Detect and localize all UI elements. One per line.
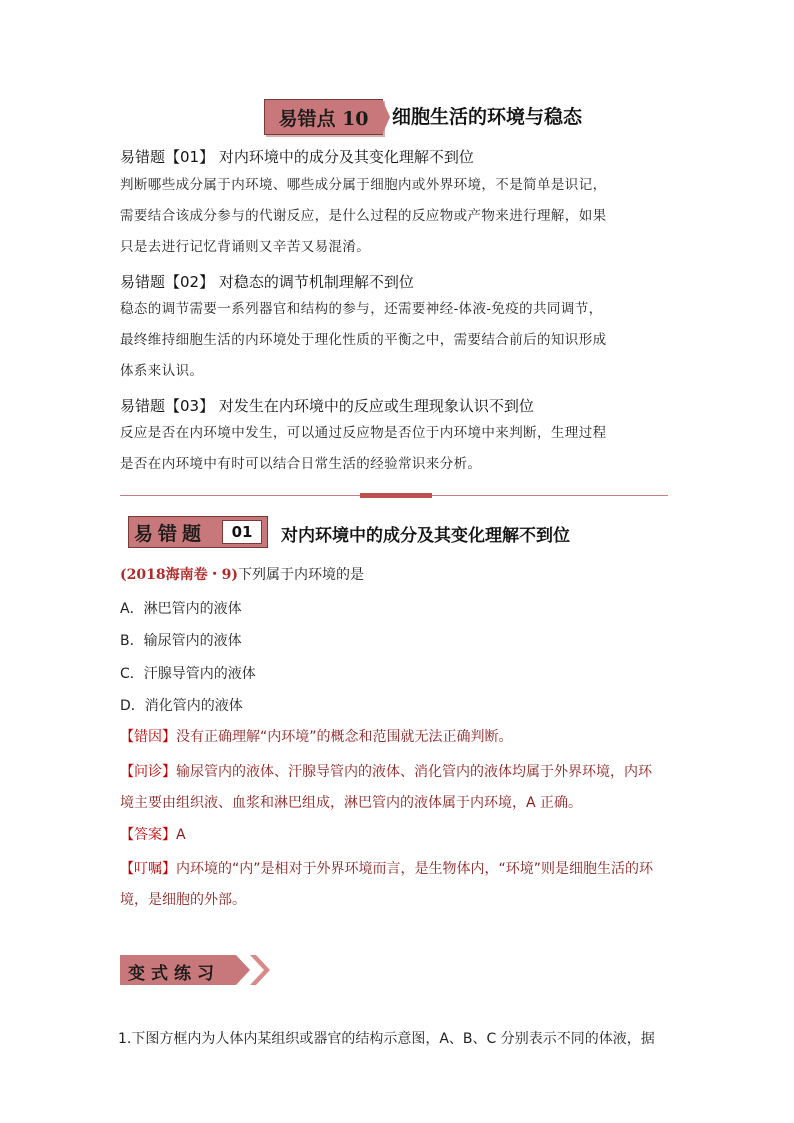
option-d: D．消化管内的液体	[120, 698, 243, 714]
error-cause	[120, 722, 680, 753]
diagnosis-line-2: 境主要由组织液、血浆和淋巴组成，淋巴管内的液体属于内环境，A 正确。	[120, 795, 583, 811]
error-item-body-1	[120, 170, 680, 263]
section-title: 对内环境中的成分及其变化理解不到位	[281, 526, 570, 546]
practice-question: 1.下图方框内为人体内某组织或器官的结构示意图，A、B、C 分别表示不同的体液，据	[118, 1031, 655, 1047]
question-source: (2018海南卷・9)	[120, 567, 238, 583]
body-line: 只是去进行记忆背诵则又辛苦又易混淆。	[120, 239, 371, 255]
page-title: 细胞生活的环境与稳态	[392, 106, 583, 128]
body-line: 需要结合该成分参与的代谢反应，是什么过程的反应物或产物来进行理解，如果	[120, 208, 607, 224]
error-cause-text: 没有正确理解“内环境”的概念和范围就无法正确判断。	[176, 729, 513, 745]
reminder-tag: 【叮嘱】	[120, 861, 176, 877]
title-badge	[264, 99, 383, 135]
diagnosis-tag: 【问诊】	[120, 764, 176, 780]
reminder-line-1: 内环境的“内”是相对于外界环境而言，是生物体内，“环境”则是细胞生活的环	[176, 861, 654, 877]
option-a: A．淋巴管内的液体	[120, 601, 242, 617]
chevron-right-icon	[246, 955, 270, 985]
answer-value: A	[176, 827, 186, 843]
section-badge-label: 易错题	[134, 523, 207, 545]
body-line: 是否在内环境中有时可以结合日常生活的经验常识来分析。	[120, 456, 482, 472]
section-number: 01	[222, 520, 262, 544]
title-badge-text: 易错点 10	[278, 107, 369, 130]
answer	[120, 820, 680, 851]
error-item-heading-2: 易错题【02】 对稳态的调节机制理解不到位	[120, 273, 414, 291]
body-line: 反应是否在内环境中发生，可以通过反应物是否位于内环境中来判断，生理过程	[120, 425, 607, 441]
error-item-heading-1: 易错题【01】 对内环境中的成分及其变化理解不到位	[120, 148, 474, 166]
practice-label: 变式练习	[128, 964, 220, 984]
title-badge-arrow	[382, 99, 390, 135]
body-line: 最终维持细胞生活的内环境处于理化性质的平衡之中，需要结合前后的知识形成	[120, 332, 607, 348]
error-item-heading-3: 易错题【03】 对发生在内环境中的反应或生理现象认识不到位	[120, 397, 534, 415]
question-text: 下列属于内环境的是	[237, 567, 364, 583]
reminder	[120, 854, 680, 916]
error-item-body-2	[120, 294, 680, 387]
diagnosis	[120, 757, 680, 819]
option-c: C．汗腺导管内的液体	[120, 666, 256, 682]
reminder-line-2: 境，是细胞的外部。	[120, 892, 246, 908]
section-divider-accent	[360, 493, 432, 498]
answer-tag: 【答案】	[120, 827, 176, 843]
error-cause-tag: 【错因】	[120, 729, 176, 745]
body-line: 判断哪些成分属于内环境、哪些成分属于细胞内或外界环境，不是简单是识记，	[120, 177, 607, 193]
option-b: B．输尿管内的液体	[120, 633, 242, 649]
body-line: 体系来认识。	[120, 363, 204, 379]
error-item-body-3	[120, 418, 680, 480]
question-stem	[120, 564, 364, 584]
diagnosis-line-1: 输尿管内的液体、汗腺导管内的液体、消化管内的液体均属于外界环境，内环	[176, 764, 652, 780]
body-line: 稳态的调节需要一系列器官和结构的参与，还需要神经-体液-免疫的共同调节，	[120, 301, 603, 317]
